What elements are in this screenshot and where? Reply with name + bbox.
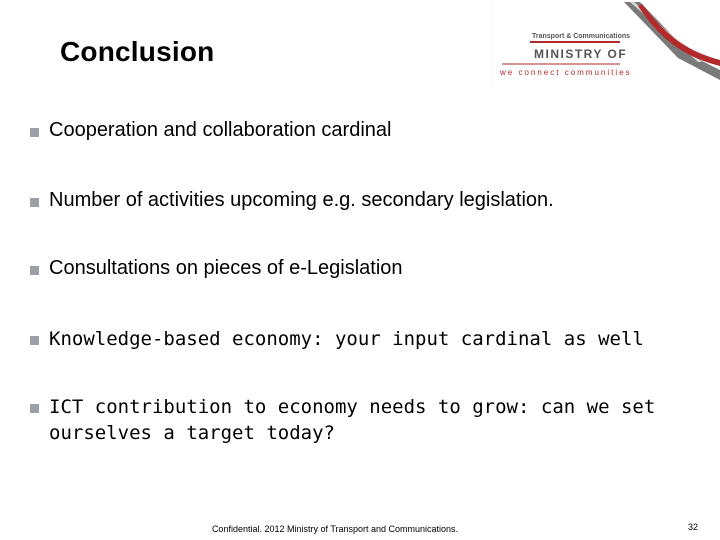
list-item <box>30 326 644 352</box>
slide-title: Conclusion <box>60 36 215 67</box>
list-item <box>30 394 670 446</box>
bullet-text: Knowledge-based economy: your input cardinal as well <box>49 328 644 350</box>
list-item <box>30 118 391 142</box>
list-item <box>30 188 554 212</box>
bullet-icon <box>30 198 39 207</box>
logo-line1: Transport & Communications <box>532 33 631 40</box>
logo-tagline: we connect communities <box>500 68 632 77</box>
logo-line2: MINISTRY OF <box>534 47 628 61</box>
bullet-text: Number of activities upcoming e.g. secondary legislation. <box>49 189 554 211</box>
bullet-icon <box>30 128 39 137</box>
bullet-icon <box>30 266 39 275</box>
bullet-icon <box>30 404 39 413</box>
bullet-text: Cooperation and collaboration cardinal <box>49 119 392 141</box>
slide-footer: Confidential. 2012 Ministry of Transport and Communications. <box>211 524 459 534</box>
bullet-text: Consultations on pieces of e-Legislation <box>49 257 403 279</box>
ministry-logo <box>492 0 720 86</box>
list-item <box>30 256 403 280</box>
page-number: 32 <box>687 522 698 532</box>
bullet-icon <box>30 336 39 345</box>
bullet-text: ICT contribution to economy needs to grow: can we set ourselves a target today? <box>49 396 656 444</box>
